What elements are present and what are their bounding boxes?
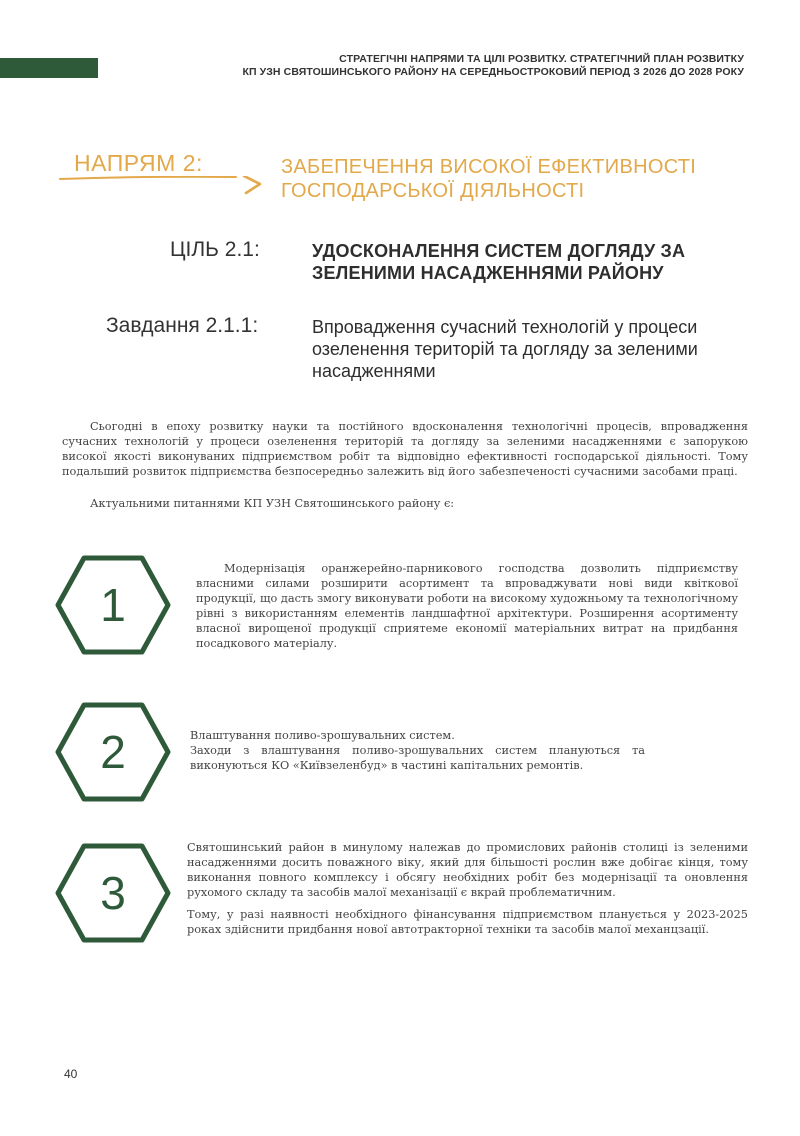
direction-arrow-icon: [58, 176, 268, 200]
item-1-text: Модернізація оранжерейно-парникового господства дозволить підприємству власними силами розширити асортимент та впроваджувати нові види квіткової продукції, що дасть змогу виконувати роботи на високому художньому та технологічному рівні з використанням елементів ландшафтної архітектури. Розширення асортименту власної вирощеної продукції сприятеме економії матеріальних витрат на придбання посадкового матеріалу.: [196, 562, 738, 650]
header-color-bar: [0, 58, 98, 78]
item-2-text: Заходи з влаштування поливо-зрошувальних систем плануються та виконуються КО «Київзеленбуд» в частині капітальних ремонтів.: [190, 744, 645, 772]
intro-paragraph: Сьогодні в епоху розвитку науки та постійного вдосконалення технологічні процесів, впровадження сучасних технологій у процеси озеленення територій та догляду за зеленими насадженнями є запорукою високої якості виконуваних підприємством робіт та відповідно ефективності господарської діяльності. Тому подальший розвиток підприємства безпосередньо залежить від його забезпеченості сучасними засобами праці.: [62, 420, 748, 478]
direction-title: ЗАБЕПЕЧЕННЯ ВИСОКОЇ ЕФЕКТИВНОСТІ ГОСПОДАРСЬКОЇ ДІЯЛЬНОСТІ: [281, 156, 697, 202]
item-3-text: Святошинський район в минулому належав до промислових районів столиці із зеленими насадженнями досить поважного віку, який для більшості рослин вже добігає кінця, тому виконання повного комплексу і обсягу необхідних робіт без модернізації та оновлення рухомого складу та засобів малої механізації є вкрай проблематичним.: [187, 841, 748, 899]
hexagon-number-1: [55, 555, 171, 655]
header-line-2: КП УЗН СВЯТОШИНСЬКОГО РАЙОНУ НА СЕРЕДНЬОСТРОКОВИЙ ПЕРІОД З 2026 ДО 2028 РОКУ: [242, 66, 744, 78]
questions-intro: Актуальними питаннями КП УЗН Святошинського району є:: [90, 497, 455, 510]
running-header: [242, 53, 744, 79]
item-2-heading: Влаштування поливо-зрошувальних систем.: [190, 729, 455, 742]
item-3-text-2: Тому, у разі наявності необхідного фінансування підприємством планується у 2023-2025 роках здійснити придбання нової автотракторної техніки та засобів малої механцзації.: [187, 908, 748, 936]
direction-label: НАПРЯМ 2:: [74, 150, 203, 176]
hexagon-number-text: 1: [100, 579, 126, 631]
hexagon-number-text: 2: [100, 726, 126, 778]
task-title: Впровадження сучасний технологій у процеси озеленення територій та догляду за зеленими насадженнями: [312, 317, 698, 381]
goal-label: ЦІЛЬ 2.1:: [170, 238, 260, 261]
hexagon-number-text: 3: [100, 867, 126, 919]
goal-title: УДОСКОНАЛЕННЯ СИСТЕМ ДОГЛЯДУ ЗА ЗЕЛЕНИМИ НАСАДЖЕННЯМИ РАЙОНУ: [312, 241, 686, 283]
hexagon-number-3: [55, 843, 171, 943]
header-line-1: СТРАТЕГІЧНІ НАПРЯМИ ТА ЦІЛІ РОЗВИТКУ. СТРАТЕГІЧНИЙ ПЛАН РОЗВИТКУ: [339, 53, 744, 65]
hexagon-number-2: [55, 702, 171, 802]
page-number: 40: [64, 1067, 78, 1081]
task-label: Завдання 2.1.1:: [106, 314, 259, 337]
